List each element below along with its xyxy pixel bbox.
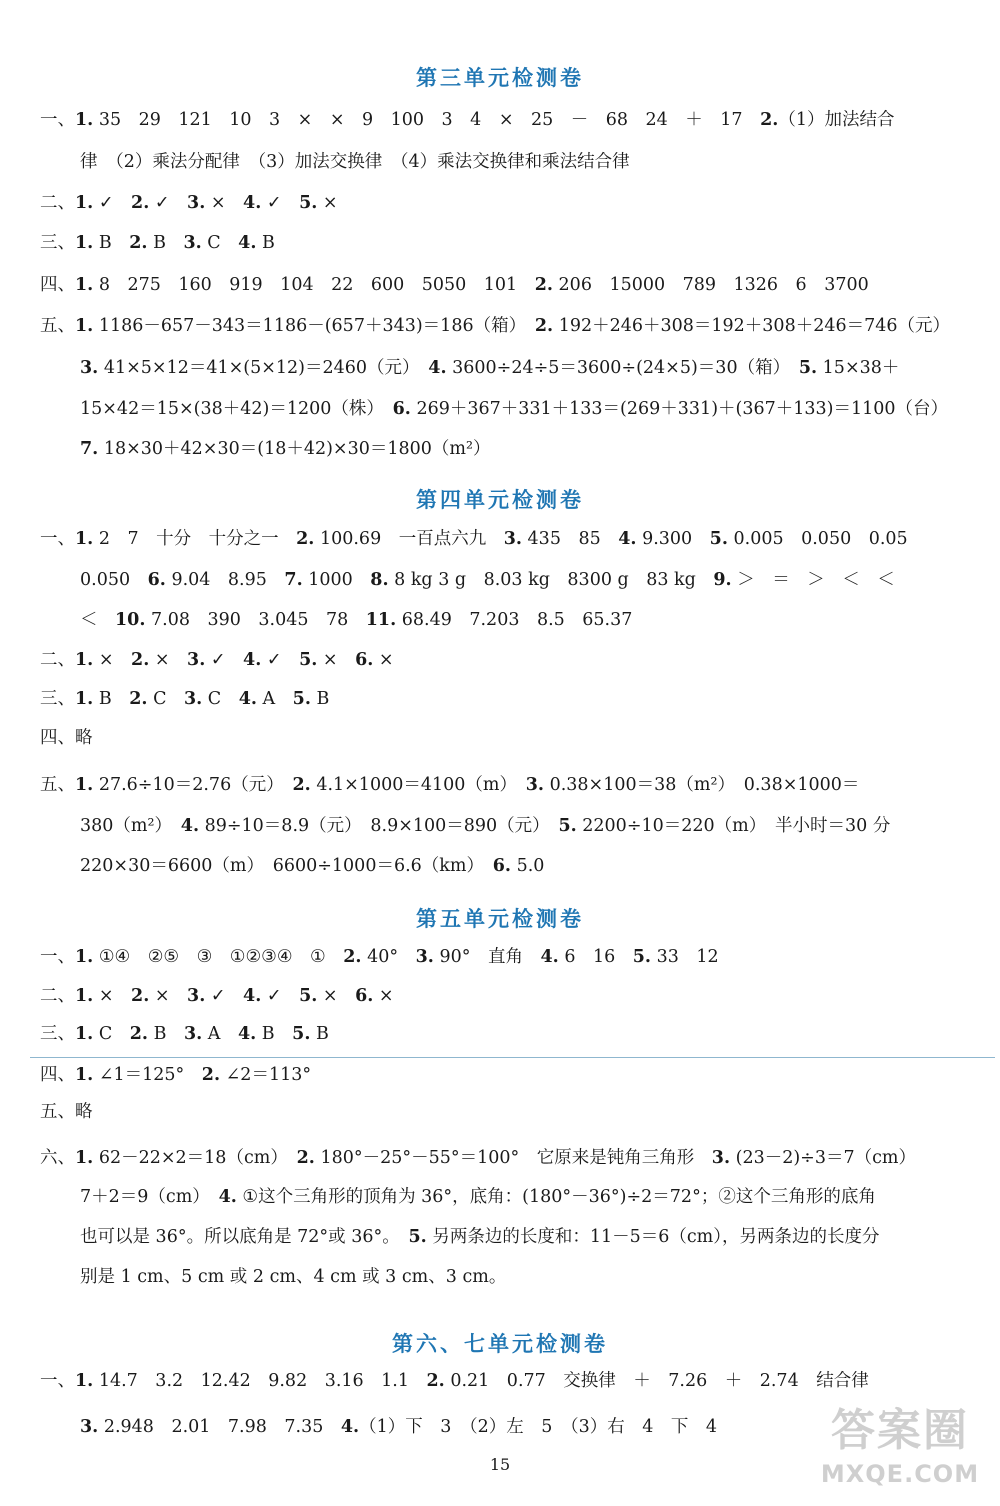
answer-line: ＜ 10. 7.08 390 3.045 78 11. 68.49 7.203 8.5 65.37: [80, 610, 633, 630]
answer-line: 六、1. 62－22×2＝18（cm） 2. 180°－25°－55°＝100° 它原来是钝角三角形 3. (23－2)÷3＝7（cm）: [40, 1148, 917, 1168]
scan-divider-line: [30, 1057, 995, 1058]
answer-line: 二、1. ✓ 2. ✓ 3. × 4. ✓ 5. ×: [40, 193, 338, 213]
section-title-unit3: 第三单元检测卷: [416, 66, 584, 90]
answer-line: 一、1. 35 29 121 10 3 × × 9 100 3 4 × 25 － 68 24 ＋ 17 2.（1）加法结合: [40, 110, 895, 130]
answer-line: 3. 41×5×12＝41×(5×12)＝2460（元） 4. 3600÷24÷5＝3600÷(24×5)＝30（箱） 5. 15×38＋: [80, 358, 900, 378]
answer-line: 三、1. C 2. B 3. A 4. B 5. B: [40, 1024, 329, 1044]
answer-line: 五、略: [40, 1102, 93, 1122]
answer-line: 220×30＝6600（m） 6600÷1000＝6.6（km） 6. 5.0: [80, 856, 545, 876]
answer-line: 二、1. × 2. × 3. ✓ 4. ✓ 5. × 6. ×: [40, 986, 394, 1006]
answer-line: 五、1. 27.6÷10＝2.76（元） 2. 4.1×1000＝4100（m） 3. 0.38×100＝38（m²） 0.38×1000＝: [40, 775, 860, 795]
answer-line: 7＋2＝9（cm） 4. ①这个三角形的顶角为 36°，底角：(180°－36°)÷2＝72°；②这个三角形的底角: [80, 1187, 876, 1207]
watermark-text: 答案圈: [831, 1405, 969, 1456]
answer-line: 一、1. 14.7 3.2 12.42 9.82 3.16 1.1 2. 0.21 0.77 交换律 ＋ 7.26 ＋ 2.74 结合律: [40, 1371, 869, 1391]
section-title-unit4: 第四单元检测卷: [416, 488, 584, 512]
answer-line: 三、1. B 2. C 3. C 4. A 5. B: [40, 689, 330, 709]
answer-line: 律 （2）乘法分配律 （3）加法交换律 （4）乘法交换律和乘法结合律: [80, 152, 630, 172]
answer-line: 380（m²） 4. 89÷10＝8.9（元） 8.9×100＝890（元） 5. 2200÷10＝220（m） 半小时＝30 分: [80, 816, 891, 836]
answer-line: 二、1. × 2. × 3. ✓ 4. ✓ 5. × 6. ×: [40, 650, 394, 670]
answer-line: 也可以是 36°。所以底角是 72°或 36°。 5. 另两条边的长度和：11－5＝6（cm），另两条边的长度分: [80, 1227, 880, 1247]
answer-line: 7. 18×30＋42×30＝(18＋42)×30＝1800（m²）: [80, 439, 491, 459]
answer-line: 别是 1 cm、5 cm 或 2 cm、4 cm 或 3 cm、3 cm。: [80, 1267, 507, 1287]
answer-line: 五、1. 1186－657－343＝1186－(657＋343)＝186（箱） 2. 192＋246＋308＝192＋308＋246＝746（元）: [40, 316, 951, 336]
section-title-unit6-7: 第六、七单元检测卷: [392, 1332, 608, 1356]
section-title-unit5: 第五单元检测卷: [416, 907, 584, 931]
answer-line: 一、1. 2 7 十分 十分之一 2. 100.69 一百点六九 3. 435 85 4. 9.300 5. 0.005 0.050 0.05: [40, 529, 908, 549]
answer-line: 四、1. 8 275 160 919 104 22 600 5050 101 2. 206 15000 789 1326 6 3700: [40, 275, 869, 295]
answer-line: 四、略: [40, 728, 93, 748]
page-number: 15: [489, 1455, 511, 1474]
answer-line: 15×42＝15×(38＋42)＝1200（株） 6. 269＋367＋331＋133＝(269＋331)＋(367＋133)＝1100（台）: [80, 399, 949, 419]
answer-line: 3. 2.948 2.01 7.98 7.35 4.（1）下 3 （2）左 5 （3）右 4 下 4: [80, 1417, 718, 1437]
answer-line: 四、1. ∠1＝125° 2. ∠2＝113°: [40, 1065, 312, 1085]
answer-line: 一、1. ①④ ②⑤ ③ ①②③④ ① 2. 40° 3. 90° 直角 4. 6 16 5. 33 12: [40, 947, 719, 967]
answer-line: 0.050 6. 9.04 8.95 7. 1000 8. 8 kg 3 g 8.03 kg 8300 g 83 kg 9. ＞ ＝ ＞ ＜ ＜: [80, 570, 895, 590]
answer-line: 三、1. B 2. B 3. C 4. B: [40, 233, 275, 253]
site-watermark-logo: [820, 1402, 980, 1494]
watermark-domain: MXQE.COM: [820, 1460, 980, 1488]
